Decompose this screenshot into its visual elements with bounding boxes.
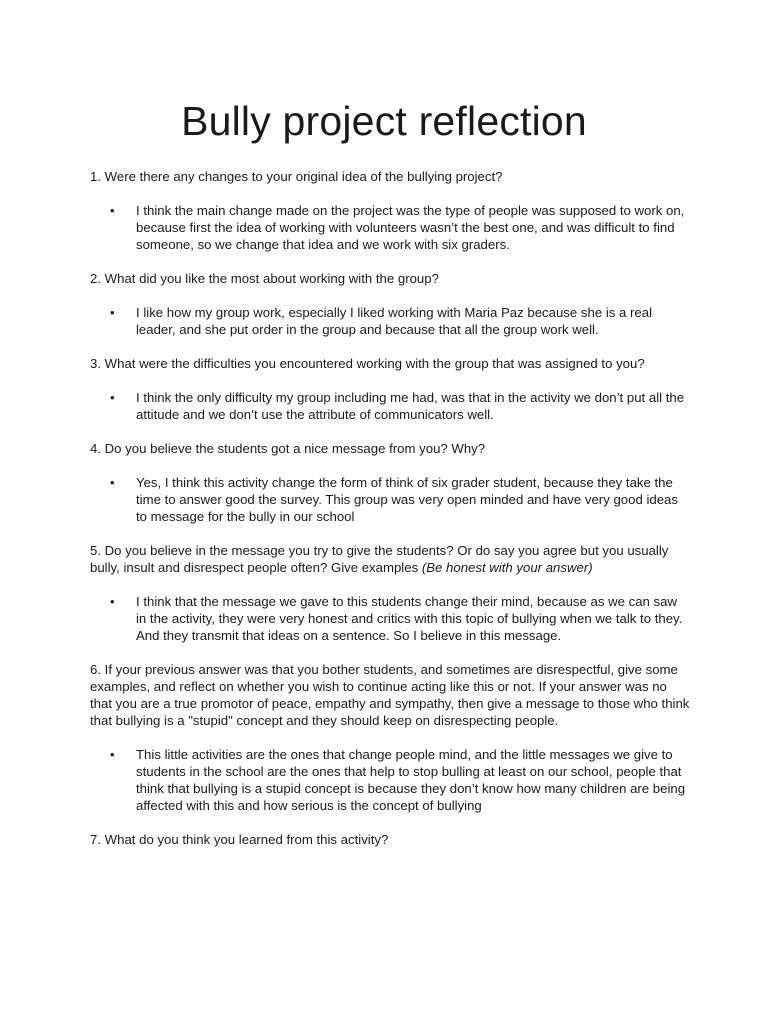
answer-2-text: I like how my group work, especially I liked working with Maria Paz because she is a real leader, and she put order in the group and because that all the group work well. [136, 305, 652, 337]
answer-3 [110, 389, 690, 423]
document-title: Bully project reflection [181, 98, 587, 144]
answer-4 [110, 474, 690, 525]
question-5-text: 5. Do you believe in the message you try to give the students? Or do say you agree but you usually bully, insult and disrespect people often? Give examples [90, 543, 669, 575]
question-5-emphasis: (Be honest with your answer) [421, 560, 593, 575]
question-6: 6. If your previous answer was that you bother students, and sometimes are disrespectful, give some examples, and reflect on whether you wish to continue acting like this or not. If your answer was no that you are a true promotor of peace, empathy and sympathy, then give a message to those who think that bullying is a "stupid" concept and they should keep on disrespecting people. [90, 662, 690, 728]
answer-1 [110, 202, 690, 253]
answer-list-6 [90, 746, 690, 814]
answer-list-3 [90, 389, 690, 423]
question-5 [90, 542, 690, 576]
bullet-icon: • [110, 475, 115, 490]
question-2: 2. What did you like the most about working with the group? [90, 271, 439, 286]
question-4: 4. Do you believe the students got a nice message from you? Why? [90, 441, 486, 456]
bullet-icon: • [110, 390, 115, 405]
answer-4-text: Yes, I think this activity change the form of think of six grader student, because they take the time to answer good the survey. This group was very open minded and have very good ideas to message for the bully in our school [136, 475, 678, 524]
answer-1-text: I think the main change made on the project was the type of people was supposed to work on, because first the idea of working with volunteers wasn’t the best one, and was difficult to find someone, so we change that idea and we work with six graders. [136, 203, 685, 252]
answer-6-text: This little activities are the ones that change people mind, and the little messages we give to students in the school are the ones that help to stop bulling at least on our school, people that think that bullying is a stupid concept is because they don’t know how many children are being affected with this and how serious is the concept of bullying [136, 747, 686, 813]
question-1: 1. Were there any changes to your original idea of the bullying project? [90, 169, 503, 184]
answer-list-4 [90, 474, 690, 525]
bullet-icon: • [110, 305, 115, 320]
answer-2 [110, 304, 690, 338]
bullet-icon: • [110, 594, 115, 609]
question-3: 3. What were the difficulties you encountered working with the group that was assigned to you? [90, 356, 645, 371]
answer-5 [110, 593, 690, 644]
answer-list-5 [90, 593, 690, 644]
answer-6 [110, 746, 690, 814]
answer-5-text: I think that the message we gave to this students change their mind, because as we can saw in the activity, they were very honest and critics with this topic of bullying when we talk to they. And they transmit that ideas on a sentence. So I believe in this message. [136, 594, 683, 643]
question-7: 7. What do you think you learned from this activity? [90, 832, 389, 847]
answer-3-text: I think the only difficulty my group including me had, was that in the activity we don’t put all the attitude and we don’t use the attribute of communicators well. [136, 390, 685, 422]
answer-list-1 [90, 202, 690, 253]
document-body [90, 168, 690, 865]
bullet-icon: • [110, 747, 115, 762]
bullet-icon: • [110, 203, 115, 218]
answer-list-2 [90, 304, 690, 338]
